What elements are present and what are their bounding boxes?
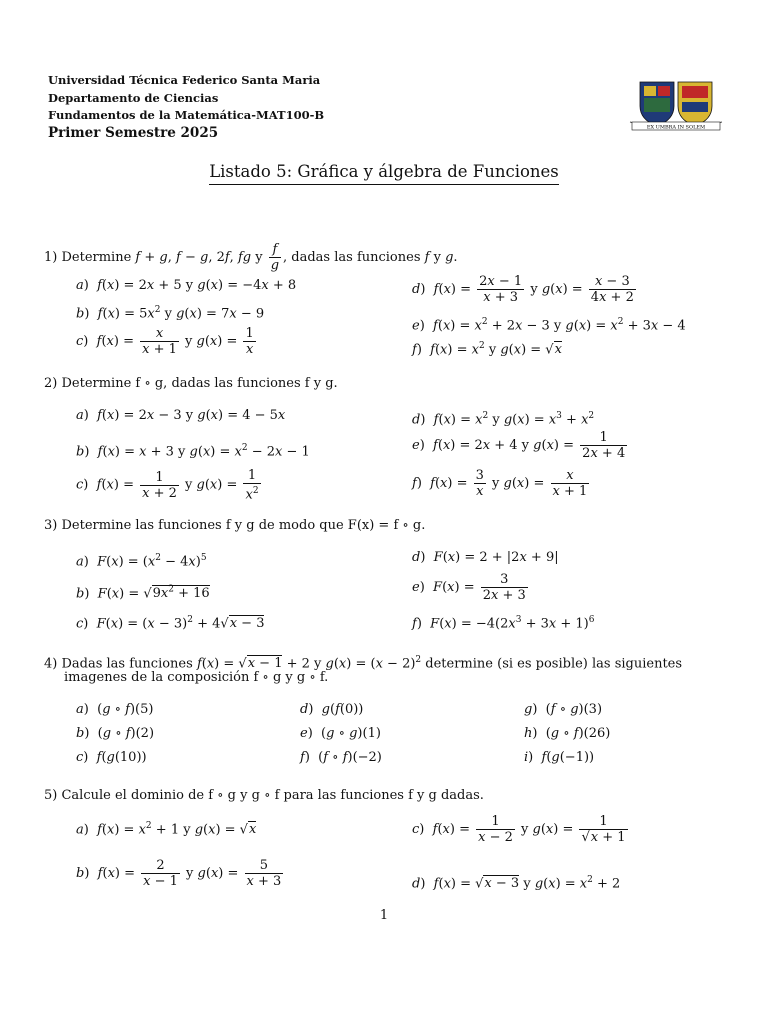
q4-item-g: g) (f ∘ g)(3) [524,702,603,717]
q1-item-f: f) $f(x) = x^2$ y g(x) = √x [412,341,562,358]
document-header [48,72,324,142]
q5-item-c: c) f(x) = $\frac{1}{x - 2}$ y g(x) = $\frac{1}{√x + 1}$ [412,814,626,845]
q4-item-i: i) f(g(−1)) [524,750,595,765]
q4-item-b: b) (g ∘ f)(2) [76,726,155,741]
q4-number: 4) [44,656,58,672]
question-2 [44,376,338,392]
q4-item-h: h) (g ∘ f)(26) [524,726,611,741]
usm-crest-logo [626,78,726,134]
q3-text: Determine las funciones f y g de modo que F(x) = f ∘ g. [61,518,426,533]
q3-number: 3) [44,518,58,533]
q3-item-f: f) $F(x) = -4(2x^3 + 3x + 1)^6$ [412,615,595,632]
q2-text: Determine f ∘ g, dadas las funciones f y g. [61,376,338,391]
q1-item-c: c) f(x) = $\frac{x}{x + 1}$ y g(x) = $\frac{1}{x}$ [76,326,254,357]
q4-item-f: f) (f ∘ f)(−2) [300,750,382,765]
q5-text: Calcule el dominio de f ∘ g y g ∘ f para las funciones f y g dadas. [61,788,484,803]
q3-item-c: c) $F(x) = (x - 3)^2 + 4√x - 3$ [76,615,265,632]
q4-item-c: c) f(g(10)) [76,750,147,765]
q4-item-d: d) g(f(0)) [300,702,364,717]
semester: Primer Semestre 2025 [48,124,219,141]
q2-number: 2) [44,376,58,391]
question-4: 4) Dadas las funciones f(x) = √x − 1 + 2 y $g(x) = (x - 2)^2$ determine (si es posible) las siguientes [44,655,683,672]
q5-number: 5) [44,788,58,803]
q5-item-b: b) f(x) = $\frac{2}{x - 1}$ y g(x) = $\frac{5}{x + 3}$ [76,858,282,889]
q1-item-a: a) f(x) = 2x + 5 y g(x) = −4x + 8 [76,278,297,293]
department-name: Departamento de Ciencias [48,90,219,105]
q2-item-f: f) f(x) = $\frac{3}{x}$ y g(x) = $\frac{x}{x + 1}$ [412,468,588,499]
q1-item-b: b) $f(x) = 5x^2$ y g(x) = 7x − 9 [76,305,265,322]
q2-item-b: b) f(x) = x + 3 y $g(x) = x^2 - 2x - 1$ [76,443,310,460]
title-text: Listado 5: Gráfica y álgebra de Funciones [209,162,559,185]
question-3 [44,518,425,534]
q4-line2: imagenes de la composición f ∘ g y g ∘ f. [64,670,329,685]
q4-item-a: a) (g ∘ f)(5) [76,702,154,717]
question-1: 1) Determine f + g, f − g, 2f, fg y $\frac{f}{g}$ , dadas las funciones f y g. [44,242,458,273]
q1-item-d: d) f(x) = $\frac{2x - 1}{x + 3}$ y g(x) = $\frac{x - 3}{4x + 2}$ [412,274,634,305]
q3-item-d: d) F(x) = 2 + |2x + 9| [412,550,559,565]
q3-item-b: b) $F(x) = √9x^2 + 16$ [76,585,210,602]
q2-item-d: d) $f(x) = x^2$ y $g(x) = x^3 + x^2$ [412,411,595,428]
q2-item-a: a) f(x) = 2x − 3 y g(x) = 4 − 5x [76,408,286,423]
q3-item-e: e) F(x) = $\frac{3}{2x + 3}$ [412,572,526,603]
university-name: Universidad Técnica Federico Santa Maria [48,73,321,87]
document-title [0,162,768,181]
question-5 [44,788,484,804]
q4-item-e: e) (g ∘ g)(1) [300,726,381,741]
course-name: Fundamentos de la Matemática-MAT100-B [48,108,325,122]
q5-item-a: a) $f(x) = x^2 + 1$ y g(x) = √x [76,821,257,838]
q2-item-c: c) f(x) = $\frac{1}{x + 2}$ y g(x) = $\frac{1}{x^2}$ [76,468,259,503]
page-number: 1 [379,908,389,923]
q2-item-e: e) f(x) = 2x + 4 y g(x) = $\frac{1}{2x + 4}$ [412,430,626,461]
logo-motto: EX UMBRA IN SOLEM [646,124,706,131]
q1-item-e: e) $f(x) = x^2 + 2x - 3$ y $g(x) = x^2 + 3x - 4$ [412,317,686,334]
q3-item-a: a) $F(x) = (x^2 - 4x)^5$ [76,553,207,570]
q5-item-d: d) f(x) = √x − 3 y $g(x) = x^2 + 2$ [412,875,621,892]
q1-number: 1) [44,250,58,265]
